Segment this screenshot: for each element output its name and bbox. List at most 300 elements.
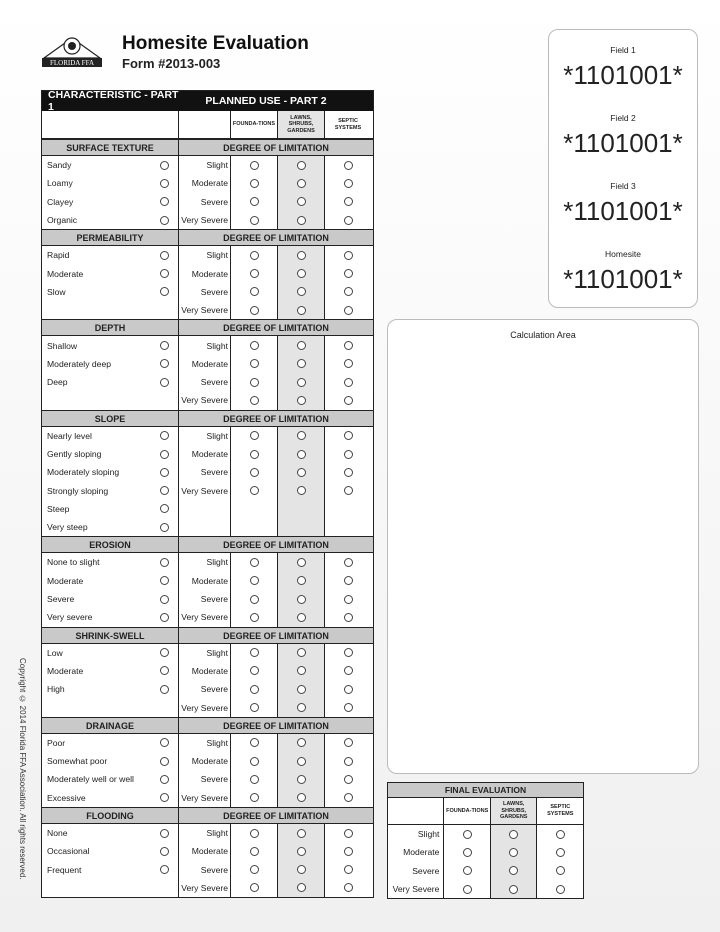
option-radio[interactable] <box>160 648 169 657</box>
lawns-radio[interactable] <box>297 161 306 170</box>
lawns-radio[interactable] <box>297 359 306 368</box>
degree-label: Moderate <box>191 268 228 279</box>
septic-radio[interactable] <box>344 486 353 495</box>
option-label: Severe <box>47 594 75 605</box>
section-title: FLOODING <box>42 808 179 823</box>
section-header <box>42 718 373 734</box>
option-row <box>42 861 178 879</box>
septic-radio[interactable] <box>344 738 353 747</box>
homesite-code: *1101001* <box>563 264 683 294</box>
final-septic-radio[interactable] <box>556 885 565 894</box>
septic-radio[interactable] <box>344 775 353 784</box>
septic-radio[interactable] <box>344 883 353 892</box>
column-foundations <box>230 336 277 409</box>
lawns-radio[interactable] <box>297 287 306 296</box>
final-evaluation-body <box>388 825 583 898</box>
option-row <box>42 211 178 229</box>
lawns-radio[interactable] <box>297 468 306 477</box>
florida-ffa-logo <box>40 28 104 68</box>
page-title: Homesite Evaluation <box>122 33 309 54</box>
lawns-radio[interactable] <box>297 865 306 874</box>
foundations-radio[interactable] <box>250 576 259 585</box>
option-radio[interactable] <box>160 613 169 622</box>
lawns-radio[interactable] <box>297 341 306 350</box>
option-radio[interactable] <box>160 738 169 747</box>
option-row <box>42 445 178 463</box>
final-degree-label: Slight <box>417 829 440 840</box>
lawns-radio[interactable] <box>297 793 306 802</box>
degree-row <box>179 500 230 518</box>
column-septic <box>324 156 371 229</box>
option-row <box>42 572 178 590</box>
column-foundations: FOUNDA-TIONS <box>230 111 277 138</box>
final-foundations-radio[interactable] <box>463 885 472 894</box>
option-radio[interactable] <box>160 341 169 350</box>
sections-container <box>42 139 373 897</box>
option-radio[interactable] <box>160 523 169 532</box>
option-row <box>42 553 178 571</box>
degree-label: Severe <box>200 594 228 605</box>
foundations-radio[interactable] <box>250 793 259 802</box>
option-row <box>42 246 178 264</box>
degree-label: Slight <box>206 828 228 839</box>
final-septic-radio[interactable] <box>556 830 565 839</box>
field-1-code: *1101001* <box>563 60 683 90</box>
septic-radio[interactable] <box>344 793 353 802</box>
final-column-foundations <box>443 825 490 898</box>
foundations-radio[interactable] <box>250 865 259 874</box>
option-label: Moderate <box>47 268 84 279</box>
foundations-radio[interactable] <box>250 378 259 387</box>
final-lawns-radio[interactable] <box>509 830 518 839</box>
final-lawns-radio[interactable] <box>509 866 518 875</box>
lawns-radio[interactable] <box>297 396 306 405</box>
foundations-radio[interactable] <box>250 829 259 838</box>
septic-radio[interactable] <box>344 829 353 838</box>
lawns-radio[interactable] <box>297 685 306 694</box>
septic-radio[interactable] <box>344 685 353 694</box>
option-row <box>42 264 178 282</box>
foundations-radio[interactable] <box>250 847 259 856</box>
section-header <box>42 411 373 427</box>
section-header <box>42 808 373 824</box>
degree-label: Severe <box>200 684 228 695</box>
option-label: Shallow <box>47 340 78 351</box>
foundations-radio[interactable] <box>250 197 259 206</box>
section-header <box>42 320 373 336</box>
septic-radio[interactable] <box>344 431 353 440</box>
degree-of-limitation-header: DEGREE OF LIMITATION <box>223 720 329 731</box>
septic-radio[interactable] <box>344 757 353 766</box>
septic-radio[interactable] <box>344 450 353 459</box>
option-label: Occasional <box>47 846 90 857</box>
option-radio[interactable] <box>160 161 169 170</box>
lawns-radio[interactable] <box>297 306 306 315</box>
option-radio[interactable] <box>160 793 169 802</box>
column-lawns <box>277 734 324 807</box>
lawns-radio[interactable] <box>297 216 306 225</box>
column-septic <box>324 427 371 537</box>
degree-label: Moderate <box>191 846 228 857</box>
degree-label: Slight <box>206 250 228 261</box>
option-label: Strongly sloping <box>47 485 109 496</box>
option-row <box>42 481 178 499</box>
option-radio[interactable] <box>160 450 169 459</box>
column-lawns <box>277 246 324 319</box>
septic-radio[interactable] <box>344 847 353 856</box>
septic-radio[interactable] <box>344 359 353 368</box>
lawns-radio[interactable] <box>297 847 306 856</box>
option-row <box>42 301 178 319</box>
section-header <box>42 628 373 644</box>
column-foundations <box>230 246 277 319</box>
field-codes-panel <box>548 29 698 308</box>
option-label: Poor <box>47 737 66 748</box>
option-row <box>42 608 178 626</box>
option-radio[interactable] <box>160 595 169 604</box>
section-3 <box>42 410 373 537</box>
foundations-radio[interactable] <box>250 306 259 315</box>
option-radio[interactable] <box>160 431 169 440</box>
degree-label: Slight <box>206 737 228 748</box>
final-degree-label: Severe <box>412 865 440 876</box>
column-septic <box>324 336 371 409</box>
final-lawns-radio[interactable] <box>509 848 518 857</box>
septic-radio[interactable] <box>344 216 353 225</box>
option-radio[interactable] <box>160 486 169 495</box>
foundations-radio[interactable] <box>250 613 259 622</box>
option-row <box>42 156 178 174</box>
final-column-lawns: LAWNS, SHRUBS, GARDENS <box>490 798 537 824</box>
homesite-label: Homesite <box>605 249 641 259</box>
option-radio[interactable] <box>160 757 169 766</box>
option-radio[interactable] <box>160 504 169 513</box>
column-lawns <box>277 553 324 626</box>
option-label: Clayey <box>47 196 74 207</box>
septic-radio[interactable] <box>344 558 353 567</box>
degree-label: Slight <box>206 557 228 568</box>
option-label: Slow <box>47 286 66 297</box>
column-lawns <box>277 824 324 897</box>
column-septic <box>324 553 371 626</box>
septic-radio[interactable] <box>344 269 353 278</box>
septic-radio[interactable] <box>344 161 353 170</box>
section-header <box>42 537 373 553</box>
degree-label: Slight <box>206 160 228 171</box>
section-7 <box>42 807 373 897</box>
lawns-radio[interactable] <box>297 251 306 260</box>
degree-label: Severe <box>200 467 228 478</box>
lawns-radio[interactable] <box>297 576 306 585</box>
section-title: DRAINAGE <box>42 718 179 733</box>
foundations-radio[interactable] <box>250 883 259 892</box>
option-label: Excessive <box>47 792 86 803</box>
option-radio[interactable] <box>160 865 169 874</box>
section-5 <box>42 627 373 717</box>
option-row <box>42 752 178 770</box>
option-label: Very steep <box>47 522 88 533</box>
degree-of-limitation-header: DEGREE OF LIMITATION <box>223 810 329 821</box>
column-lawns <box>277 427 324 537</box>
column-septic: SEPTIC SYSTEMS <box>324 111 371 138</box>
option-radio[interactable] <box>160 197 169 206</box>
section-title: SLOPE <box>42 411 179 426</box>
final-column-headers <box>388 798 583 825</box>
final-lawns-radio[interactable] <box>509 885 518 894</box>
degree-of-limitation-header: DEGREE OF LIMITATION <box>223 323 329 334</box>
option-radio[interactable] <box>160 468 169 477</box>
option-row <box>42 770 178 788</box>
column-lawns <box>277 644 324 717</box>
lawns-radio[interactable] <box>297 648 306 657</box>
foundations-radio[interactable] <box>250 703 259 712</box>
lawns-radio[interactable] <box>297 883 306 892</box>
option-radio[interactable] <box>160 685 169 694</box>
option-row <box>42 283 178 301</box>
option-row <box>42 193 178 211</box>
septic-radio[interactable] <box>344 197 353 206</box>
option-label: Rapid <box>47 250 70 261</box>
option-row <box>42 698 178 716</box>
option-radio[interactable] <box>160 216 169 225</box>
septic-radio[interactable] <box>344 306 353 315</box>
option-radio[interactable] <box>160 179 169 188</box>
lawns-radio[interactable] <box>297 269 306 278</box>
option-row <box>42 336 178 354</box>
septic-radio[interactable] <box>344 648 353 657</box>
field-2-code: *1101001* <box>563 128 683 158</box>
lawns-radio[interactable] <box>297 738 306 747</box>
foundations-radio[interactable] <box>250 179 259 188</box>
calculation-area[interactable] <box>387 319 699 774</box>
option-label: Moderate <box>47 665 84 676</box>
septic-radio[interactable] <box>344 179 353 188</box>
lawns-radio[interactable] <box>297 431 306 440</box>
degree-of-limitation-header: DEGREE OF LIMITATION <box>223 413 329 424</box>
septic-radio[interactable] <box>344 613 353 622</box>
option-label: Deep <box>47 377 68 388</box>
degree-label: Severe <box>200 864 228 875</box>
section-title: DEPTH <box>42 320 179 335</box>
option-label: Nearly level <box>47 430 92 441</box>
foundations-radio[interactable] <box>250 431 259 440</box>
foundations-radio[interactable] <box>250 595 259 604</box>
degree-label: Very Severe <box>181 305 228 316</box>
foundations-radio[interactable] <box>250 738 259 747</box>
section-title: SHRINK-SWELL <box>42 628 179 643</box>
lawns-radio[interactable] <box>297 829 306 838</box>
option-label: Moderately deep <box>47 358 112 369</box>
foundations-radio[interactable] <box>250 216 259 225</box>
option-label: Organic <box>47 215 78 226</box>
degree-label: Very Severe <box>181 702 228 713</box>
option-row <box>42 644 178 662</box>
field-3-code: *1101001* <box>563 196 683 226</box>
lawns-radio[interactable] <box>297 666 306 675</box>
option-radio[interactable] <box>160 847 169 856</box>
degree-label: Very Severe <box>181 485 228 496</box>
degree-label: Slight <box>206 647 228 658</box>
column-lawns <box>277 156 324 229</box>
degree-label: Very Severe <box>181 792 228 803</box>
degree-label: Moderate <box>191 358 228 369</box>
final-septic-radio[interactable] <box>556 866 565 875</box>
foundations-radio[interactable] <box>250 287 259 296</box>
final-foundations-radio[interactable] <box>463 866 472 875</box>
degree-label: Severe <box>200 196 228 207</box>
section-title: SURFACE TEXTURE <box>42 140 179 155</box>
column-foundations <box>230 824 277 897</box>
final-column-foundations: FOUNDA-TIONS <box>443 798 490 824</box>
septic-radio[interactable] <box>344 576 353 585</box>
degree-label: Severe <box>200 377 228 388</box>
column-septic <box>324 734 371 807</box>
septic-radio[interactable] <box>344 468 353 477</box>
foundations-radio[interactable] <box>250 251 259 260</box>
section-4 <box>42 536 373 626</box>
final-column-septic: SEPTIC SYSTEMS <box>536 798 583 824</box>
evaluation-form <box>41 90 374 898</box>
option-label: Moderately sloping <box>47 467 120 478</box>
degree-label: Very Severe <box>181 612 228 623</box>
foundations-radio[interactable] <box>250 269 259 278</box>
option-label: Moderate <box>47 575 84 586</box>
option-label: Loamy <box>47 178 73 189</box>
option-radio[interactable] <box>160 378 169 387</box>
column-foundations <box>230 553 277 626</box>
option-row <box>42 518 178 536</box>
lawns-radio[interactable] <box>297 378 306 387</box>
septic-radio[interactable] <box>344 595 353 604</box>
option-radio[interactable] <box>160 829 169 838</box>
column-foundations <box>230 156 277 229</box>
copyright-notice: Copyright © 2014 Florida FFA Association. All rights reserved. <box>18 658 27 880</box>
final-foundations-radio[interactable] <box>463 848 472 857</box>
form-header <box>42 91 373 111</box>
septic-radio[interactable] <box>344 287 353 296</box>
option-label: Very severe <box>47 612 93 623</box>
option-row <box>42 680 178 698</box>
foundations-radio[interactable] <box>250 558 259 567</box>
foundations-radio[interactable] <box>250 648 259 657</box>
option-row <box>42 734 178 752</box>
degree-label: Very Severe <box>181 395 228 406</box>
lawns-radio[interactable] <box>297 197 306 206</box>
section-0 <box>42 139 373 229</box>
lawns-radio[interactable] <box>297 595 306 604</box>
section-title: PERMEABILITY <box>42 230 179 245</box>
option-radio[interactable] <box>160 666 169 675</box>
foundations-radio[interactable] <box>250 450 259 459</box>
foundations-radio[interactable] <box>250 666 259 675</box>
column-septic <box>324 824 371 897</box>
degree-of-limitation-header: DEGREE OF LIMITATION <box>223 630 329 641</box>
lawns-radio[interactable] <box>297 775 306 784</box>
degree-label: Slight <box>206 340 228 351</box>
foundations-radio[interactable] <box>250 341 259 350</box>
lawns-radio[interactable] <box>297 486 306 495</box>
foundations-radio[interactable] <box>250 468 259 477</box>
lawns-radio[interactable] <box>297 613 306 622</box>
lawns-radio[interactable] <box>297 757 306 766</box>
section-1 <box>42 229 373 319</box>
form-number: Form #2013-003 <box>122 56 221 71</box>
degree-of-limitation-header: DEGREE OF LIMITATION <box>223 143 329 153</box>
degree-label: Very Severe <box>181 215 228 226</box>
option-row <box>42 174 178 192</box>
septic-radio[interactable] <box>344 703 353 712</box>
option-label: Somewhat poor <box>47 756 108 767</box>
foundations-radio[interactable] <box>250 486 259 495</box>
final-column-lawns <box>490 825 537 898</box>
degree-label: Moderate <box>191 575 228 586</box>
foundations-radio[interactable] <box>250 757 259 766</box>
column-headers <box>42 111 373 139</box>
septic-radio[interactable] <box>344 251 353 260</box>
option-row <box>42 662 178 680</box>
lawns-radio[interactable] <box>297 558 306 567</box>
option-row <box>42 879 178 897</box>
option-radio[interactable] <box>160 775 169 784</box>
septic-radio[interactable] <box>344 378 353 387</box>
column-foundations <box>230 644 277 717</box>
option-radio[interactable] <box>160 287 169 296</box>
option-radio[interactable] <box>160 251 169 260</box>
degree-of-limitation-header: DEGREE OF LIMITATION <box>223 540 329 551</box>
option-row <box>42 355 178 373</box>
final-foundations-radio[interactable] <box>463 830 472 839</box>
foundations-radio[interactable] <box>250 685 259 694</box>
column-lawns: LAWNS, SHRUBS, GARDENS <box>277 111 324 138</box>
option-radio[interactable] <box>160 558 169 567</box>
option-label: None <box>47 828 68 839</box>
degree-label: Very Severe <box>181 882 228 893</box>
foundations-radio[interactable] <box>250 161 259 170</box>
septic-radio[interactable] <box>344 396 353 405</box>
field-3-label: Field 3 <box>610 181 636 191</box>
degree-label: Slight <box>206 430 228 441</box>
foundations-radio[interactable] <box>250 359 259 368</box>
degree-label: Moderate <box>191 449 228 459</box>
calculation-area-label: Calculation Area <box>510 330 576 340</box>
septic-radio[interactable] <box>344 666 353 675</box>
degree-label: Moderate <box>191 665 228 676</box>
option-radio[interactable] <box>160 576 169 585</box>
section-2 <box>42 319 373 409</box>
final-septic-radio[interactable] <box>556 848 565 857</box>
option-label: Sandy <box>47 160 72 171</box>
option-radio[interactable] <box>160 269 169 278</box>
degree-row <box>179 518 230 536</box>
option-row <box>42 427 178 445</box>
final-evaluation-title: FINAL EVALUATION <box>388 783 583 798</box>
part2-label: PLANNED USE - PART 2 <box>205 95 327 107</box>
option-radio[interactable] <box>160 359 169 368</box>
option-label: None to slight <box>47 557 100 568</box>
septic-radio[interactable] <box>344 341 353 350</box>
foundations-radio[interactable] <box>250 775 259 784</box>
lawns-radio[interactable] <box>297 703 306 712</box>
septic-radio[interactable] <box>344 865 353 874</box>
lawns-radio[interactable] <box>297 450 306 459</box>
option-row <box>42 500 178 518</box>
foundations-radio[interactable] <box>250 396 259 405</box>
option-row <box>42 590 178 608</box>
final-column-septic <box>536 825 583 898</box>
field-2-label: Field 2 <box>610 113 636 123</box>
lawns-radio[interactable] <box>297 179 306 188</box>
column-foundations <box>230 427 277 537</box>
